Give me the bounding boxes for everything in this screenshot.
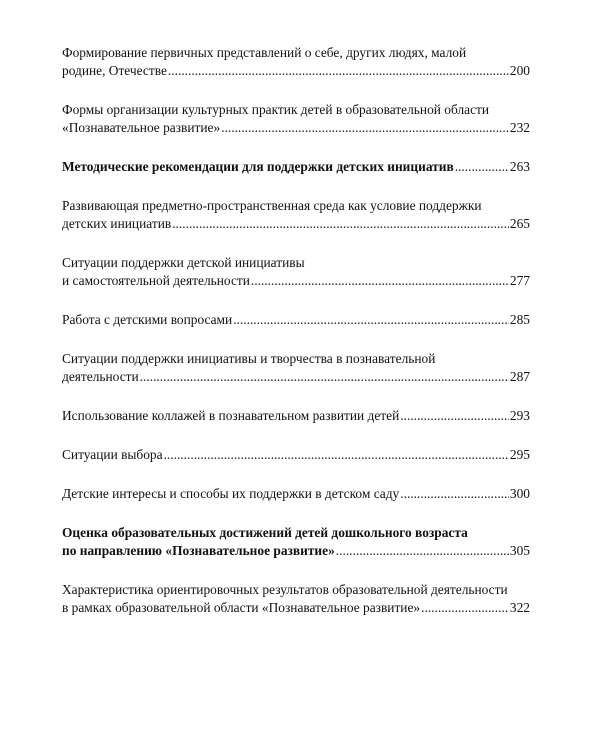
toc-entry bbox=[62, 197, 530, 233]
toc-page-number: 265 bbox=[509, 216, 530, 231]
toc-entry-title-line: Детские интересы и способы их поддержки в детском саду bbox=[62, 486, 400, 501]
toc-entry-title-line: Оценка образовательных достижений детей дошкольного возраста bbox=[62, 525, 468, 540]
toc-entry-last-line bbox=[62, 368, 530, 386]
toc-page-number: 287 bbox=[509, 369, 530, 384]
toc-entry-title-line: Ситуации выбора bbox=[62, 447, 163, 462]
toc-entry-title-line: деятельности bbox=[62, 369, 139, 384]
toc-page-number: 200 bbox=[509, 63, 530, 78]
toc-entry bbox=[62, 311, 530, 329]
toc-entry bbox=[62, 485, 530, 503]
toc-entry-title-line: Работа с детскими вопросами bbox=[62, 312, 233, 327]
toc-entry bbox=[62, 350, 530, 386]
toc-page-number: 305 bbox=[509, 543, 530, 558]
toc-entry-title-line: Использование коллажей в познавательном развитии детей bbox=[62, 408, 400, 423]
toc-entry-title-line: в рамках образовательной области «Познавательное развитие» bbox=[62, 600, 421, 615]
toc-entry bbox=[62, 446, 530, 464]
dot-leader bbox=[251, 272, 509, 290]
dot-leader bbox=[221, 119, 509, 137]
toc-entry bbox=[62, 581, 530, 617]
toc-page-number: 285 bbox=[509, 312, 530, 327]
toc-page-number: 277 bbox=[509, 273, 530, 288]
dot-leader bbox=[233, 311, 509, 329]
dot-leader bbox=[400, 485, 509, 503]
toc-entry bbox=[62, 254, 530, 290]
toc-entry-title-line: «Познавательное развитие» bbox=[62, 120, 221, 135]
toc-entry-title-line: Методические рекомендации для поддержки детских инициатив bbox=[62, 159, 454, 174]
toc-page bbox=[62, 44, 530, 638]
toc-entry-last-line bbox=[62, 158, 530, 176]
toc-section-heading bbox=[62, 524, 530, 560]
toc-page-number: 263 bbox=[509, 159, 530, 174]
toc-entry bbox=[62, 407, 530, 425]
toc-entry-last-line bbox=[62, 485, 530, 503]
dot-leader bbox=[164, 446, 509, 464]
toc-entry-last-line bbox=[62, 446, 530, 464]
toc-entry bbox=[62, 101, 530, 137]
toc-entry bbox=[62, 44, 530, 80]
toc-entry-last-line bbox=[62, 215, 530, 233]
toc-page-number: 300 bbox=[509, 486, 530, 501]
toc-entry-title-line: по направлению «Познавательное развитие» bbox=[62, 543, 335, 558]
toc-page-number: 293 bbox=[509, 408, 530, 423]
dot-leader bbox=[455, 158, 509, 176]
toc-entry-last-line bbox=[62, 62, 530, 80]
toc-page-number: 232 bbox=[509, 120, 530, 135]
toc-entry-title-line: Формы организации культурных практик детей в образовательной области bbox=[62, 102, 490, 117]
dot-leader bbox=[421, 599, 509, 617]
toc-entry-title-line: Формирование первичных представлений о себе, других людях, малой bbox=[62, 45, 467, 60]
toc-entry-title-line: Ситуации поддержки инициативы и творчества в познавательной bbox=[62, 351, 436, 366]
toc-entry-title-line: Развивающая предметно-пространственная среда как условие поддержки bbox=[62, 198, 482, 213]
toc-entry-last-line bbox=[62, 542, 530, 560]
toc-entry-title-line: Ситуации поддержки детской инициативы bbox=[62, 255, 305, 270]
dot-leader bbox=[336, 542, 509, 560]
dot-leader bbox=[140, 368, 509, 386]
dot-leader bbox=[172, 215, 509, 233]
toc-entry-last-line bbox=[62, 407, 530, 425]
toc-entry-last-line bbox=[62, 272, 530, 290]
toc-entry-last-line bbox=[62, 311, 530, 329]
toc-entry-last-line bbox=[62, 599, 530, 617]
toc-entry-last-line bbox=[62, 119, 530, 137]
toc-entry-title-line: Характеристика ориентировочных результатов образовательной деятельности bbox=[62, 582, 508, 597]
dot-leader bbox=[400, 407, 509, 425]
dot-leader bbox=[168, 62, 509, 80]
toc-page-number: 295 bbox=[509, 447, 530, 462]
toc-entry-title-line: родине, Отечестве bbox=[62, 63, 167, 78]
toc-entry-title-line: и самостоятельной деятельности bbox=[62, 273, 250, 288]
toc-section-heading bbox=[62, 158, 530, 176]
toc-page-number: 322 bbox=[509, 600, 530, 615]
toc-entry-title-line: детских инициатив bbox=[62, 216, 172, 231]
